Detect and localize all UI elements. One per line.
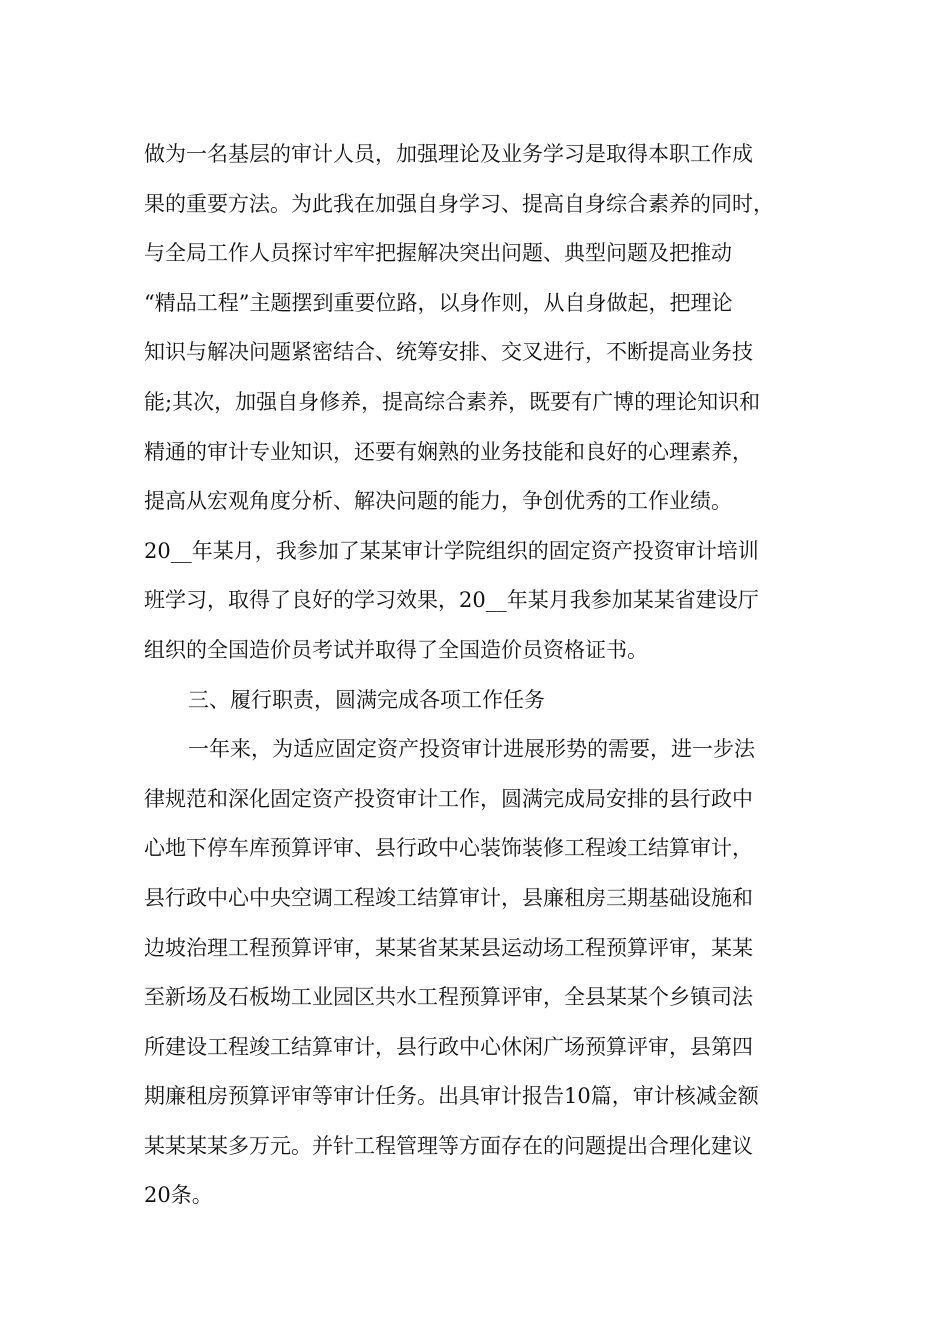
body-line: 某某某某多万元。并针工程管理等方面存在的问题提出合理化建议: [144, 1133, 753, 1158]
body-line: 组织的全国造价员考试并取得了全国造价员资格证书。: [144, 637, 648, 662]
body-line: 与全局工作人员探讨牢牢把握解决突出问题、典型问题及把推动: [144, 241, 732, 266]
body-line: 提高从宏观角度分析、解决问题的能力，争创优秀的工作业绩。: [144, 489, 732, 514]
document-body: [144, 130, 824, 1221]
body-line: 20条。: [144, 1183, 213, 1208]
body-line: 20__年某月，我参加了某某审计学院组织的固定资产投资审计培训: [144, 538, 759, 563]
body-line: “精品工程”主题摆到重要位路，以身作则，从自身做起，把理论: [144, 290, 733, 315]
body-line: 班学习，取得了良好的学习效果，20__年某月我参加某某省建设厅: [144, 588, 759, 613]
body-line: 知识与解决问题紧密结合、统筹安排、交叉进行，不断提高业务技: [144, 340, 753, 365]
body-line: 期廉租房预算评审等审计任务。出具审计报告10篇，审计核减金额: [144, 1084, 759, 1109]
body-line: 精通的审计专业知识，还要有娴熟的业务技能和良好的心理素养，: [144, 439, 753, 464]
body-line: 县行政中心中央空调工程竣工结算审计，县廉租房三期基础设施和: [144, 885, 753, 910]
body-line: 律规范和深化固定资产投资审计工作，圆满完成局安排的县行政中: [144, 786, 753, 811]
body-line: 所建设工程竣工结算审计，县行政中心休闲广场预算评审，县第四: [144, 1034, 753, 1059]
body-line: 做为一名基层的审计人员，加强理论及业务学习是取得本职工作成: [144, 142, 753, 166]
body-line: 能;其次，加强自身修养，提高综合素养，既要有广博的理论知识和: [144, 389, 761, 414]
body-line: 至新场及石板坳工业园区共水工程预算评审，全县某某个乡镇司法: [144, 985, 753, 1010]
body-line: 心地下停车库预算评审、县行政中心装饰装修工程竣工结算审计，: [144, 836, 753, 861]
body-line: 一年来，为适应固定资产投资审计进展形势的需要，进一步法: [188, 737, 755, 762]
body-line: 边坡治理工程预算评审，某某省某某县运动场工程预算评审，某某: [144, 935, 753, 960]
section-heading: 三、履行职责，圆满完成各项工作任务: [188, 687, 545, 712]
body-line: 果的重要方法。为此我在加强自身学习、提高自身综合素养的同时，: [144, 191, 774, 216]
